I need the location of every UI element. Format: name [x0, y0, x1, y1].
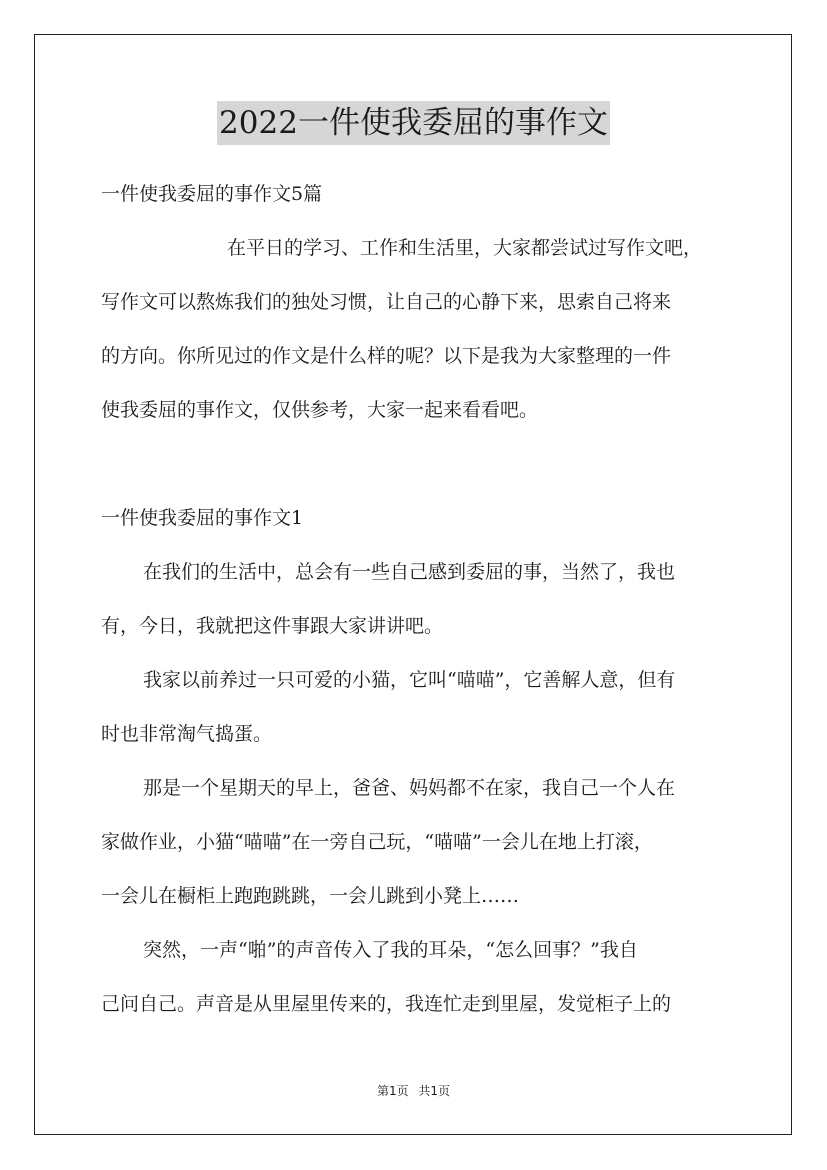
intro-line-3: 的方向。你所见过的作文是什么样的呢？以下是我为大家整理的一件: [101, 345, 672, 367]
page-footer: [0, 1083, 827, 1099]
body-line-7: 一会儿在橱柜上跑跑跳跳，一会儿跳到小凳上……: [101, 885, 520, 907]
body-line-3: 我家以前养过一只可爱的小猫，它叫“喵喵”，它善解人意，但有: [143, 669, 676, 691]
document-subtitle: 一件使我委屈的事作文5篇: [101, 183, 323, 205]
body-line-4: 时也非常淘气捣蛋。: [101, 723, 273, 745]
document-title: 2022一件使我委屈的事作文: [0, 101, 827, 145]
intro-line-1: 在平日的学习、工作和生活里，大家都尝试过写作文吧，: [227, 237, 703, 259]
body-line-6: 家做作业，小猫“喵喵”在一旁自己玩，“喵喵”一会儿在地上打滚，: [101, 831, 653, 853]
page-number: 第1页: [376, 1084, 409, 1098]
body-line-5: 那是一个星期天的早上，爸爸、妈妈都不在家，我自己一个人在: [143, 777, 676, 799]
page-total: 共1页: [418, 1084, 451, 1098]
intro-line-4: 使我委屈的事作文，仅供参考，大家一起来看看吧。: [101, 399, 539, 421]
intro-line-2: 写作文可以熬炼我们的独处习惯，让自己的心静下来，思索自己将来: [101, 291, 672, 313]
body-line-1: 在我们的生活中，总会有一些自己感到委屈的事，当然了，我也: [143, 561, 676, 583]
body-line-8: 突然，一声“啪”的声音传入了我的耳朵，“怎么回事？”我自: [143, 939, 638, 961]
body-line-2: 有，今日，我就把这件事跟大家讲讲吧。: [101, 615, 444, 637]
body-line-9: 己问自己。声音是从里屋里传来的，我连忙走到里屋，发觉柜子上的: [101, 993, 672, 1015]
section-heading: 一件使我委屈的事作文1: [101, 507, 304, 529]
